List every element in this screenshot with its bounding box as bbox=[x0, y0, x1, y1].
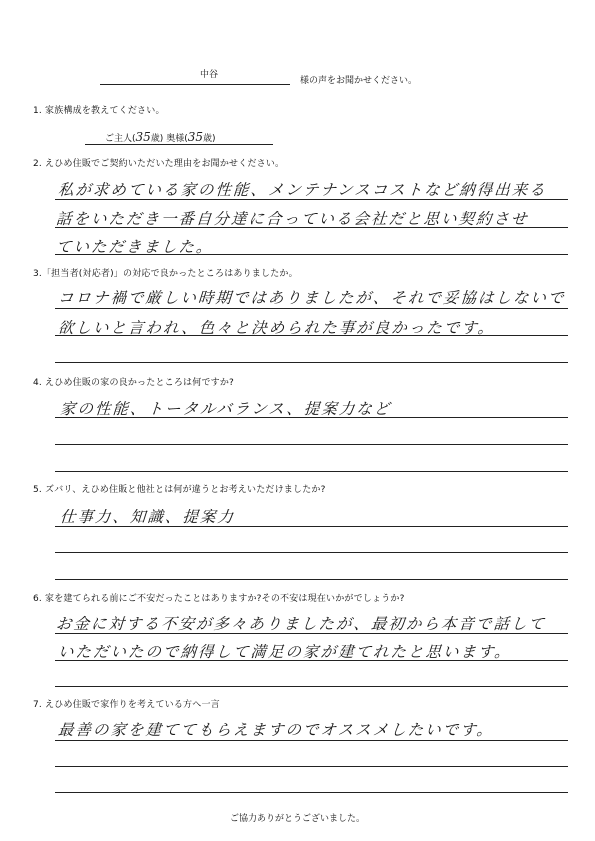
answer-line: コロナ禍で厳しい時期ではありましたが、それで妥協はしないで bbox=[57, 289, 567, 307]
husband-unit: 歳) bbox=[150, 134, 164, 144]
answer-rule bbox=[55, 660, 568, 661]
question-4-text: 4. えひめ住販の家の良かったところは何ですか? bbox=[33, 378, 235, 388]
question-7-text: 7. えひめ住販で家作りを考えている方へ一言 bbox=[33, 700, 220, 710]
answer-rule bbox=[55, 766, 568, 767]
customer-name: 中谷 bbox=[200, 70, 219, 80]
answer-rule bbox=[55, 335, 568, 336]
answer-line: 欲しいと言われ、色々と決められた事が良かったです。 bbox=[57, 319, 496, 337]
answer-line: 仕事力、知識、提案力 bbox=[59, 508, 236, 526]
wife-unit: 歳) bbox=[202, 134, 216, 144]
answer-rule bbox=[55, 444, 568, 445]
answer-rule bbox=[55, 633, 568, 634]
header-suffix: 様の声をお聞かせください。 bbox=[300, 76, 418, 86]
answer-rule bbox=[55, 579, 568, 580]
question-3-text: 3.「担当者(対応者)」の対応で良かったところはありましたか。 bbox=[33, 269, 298, 279]
answer-line: お金に対する不安が多々ありましたが、最初から本音で話して bbox=[55, 615, 547, 633]
answer-line: 私が求めている家の性能、メンテナンスコストなど納得出来る bbox=[57, 181, 548, 199]
question-6-text: 6. 家を建てられる前にご不安だったことはありますか?その不安は現在いかがでしょうか? bbox=[33, 594, 405, 604]
husband-label: ご主人( bbox=[105, 134, 136, 144]
answer-rule bbox=[55, 227, 568, 228]
answer-rule bbox=[55, 686, 568, 687]
answer-rule bbox=[55, 417, 568, 418]
answer-rule bbox=[55, 740, 568, 741]
answer-rule bbox=[55, 362, 568, 363]
answer-rule bbox=[55, 308, 568, 309]
answer-rule bbox=[85, 144, 273, 145]
wife-age: 35 bbox=[187, 130, 203, 144]
answer-line: 家の性能、トータルバランス、提案力など bbox=[59, 400, 392, 418]
answer-rule bbox=[55, 792, 568, 793]
answer-rule bbox=[55, 254, 568, 255]
answer-line: ていただきました。 bbox=[55, 238, 215, 256]
wife-label: 奥様( bbox=[166, 134, 188, 144]
husband-age: 35 bbox=[135, 130, 151, 144]
question-5-text: 5. ズバリ、えひめ住販と他社とは何が違うとお考えいただけましたか? bbox=[33, 485, 326, 495]
answer-line: 話をいただき一番自分達に合っている会社だと思い契約させ bbox=[55, 210, 530, 228]
answer-rule bbox=[55, 199, 568, 200]
name-underline bbox=[100, 84, 290, 85]
answer-rule bbox=[55, 552, 568, 553]
thanks-text: ご協力ありがとうございました。 bbox=[229, 814, 365, 824]
question-2-text: 2. えひめ住販でご契約いただいた理由をお聞かせください。 bbox=[33, 159, 285, 169]
answer-line: いただいたので納得して満足の家が建てれたと思います。 bbox=[57, 643, 513, 661]
answer-rule bbox=[55, 471, 568, 472]
question-1-text: 1. 家族構成を教えてください。 bbox=[33, 106, 165, 116]
answer-rule bbox=[55, 526, 568, 527]
answer-line: 最善の家を建ててもらえますのでオススメしたいです。 bbox=[57, 721, 495, 739]
family-composition bbox=[105, 130, 216, 144]
